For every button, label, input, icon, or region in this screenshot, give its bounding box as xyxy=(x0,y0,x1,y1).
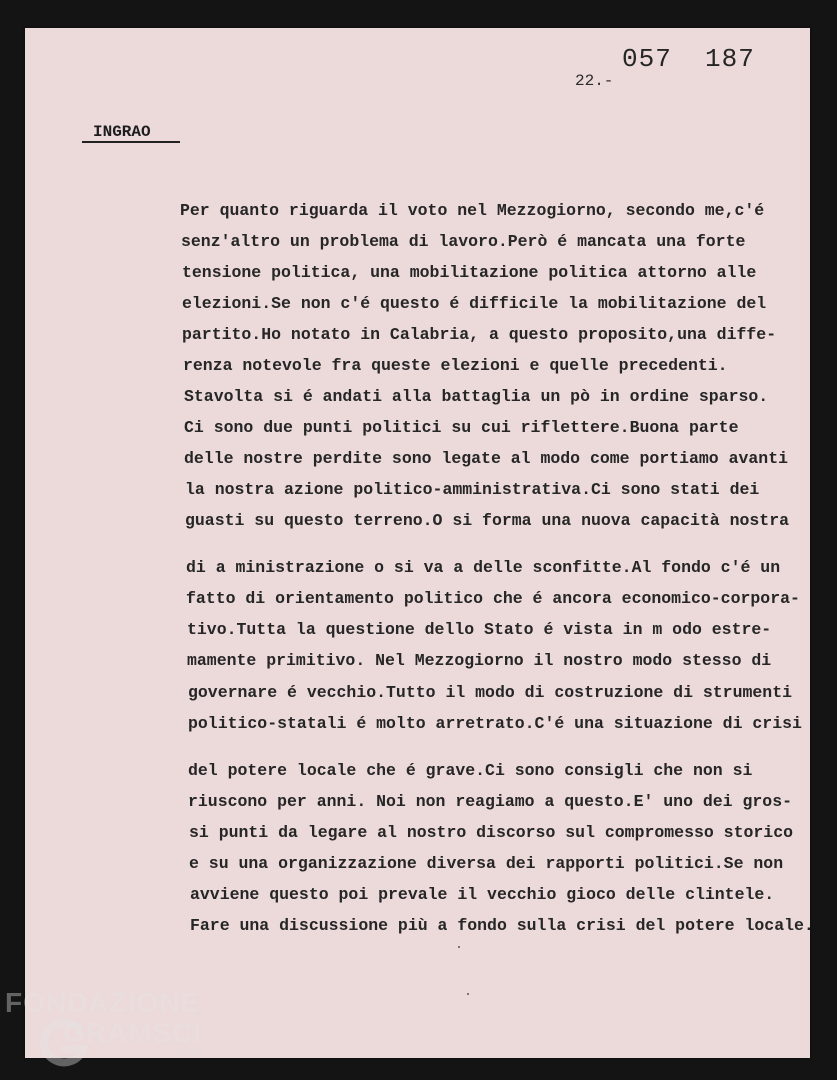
page-number: 22.- xyxy=(575,72,614,90)
text-line: riuscono per anni. Noi non reagiamo a questo.E' uno dei gros- xyxy=(188,792,792,811)
text-line: tivo.Tutta la questione dello Stato é vista in m odo estre- xyxy=(187,620,772,639)
text-line: guasti su questo terreno.O si forma una nuova capacità nostra xyxy=(185,511,789,530)
text-line: Ci sono due punti politici su cui riflettere.Buona parte xyxy=(184,418,739,437)
text-line: tensione politica, una mobilitazione politica attorno alle xyxy=(182,263,757,282)
ink-speck xyxy=(458,946,460,948)
text-line: Stavolta si é andati alla battaglia un pò in ordine sparso. xyxy=(184,387,769,406)
text-line: fatto di orientamento politico che é ancora economico-corpora- xyxy=(186,589,800,608)
text-line: Fare una discussione più a fondo sulla crisi del potere locale. xyxy=(190,916,814,935)
text-line: delle nostre perdite sono legate al modo come portiamo avanti xyxy=(184,449,788,468)
text-line: mamente primitivo. Nel Mezzogiorno il nostro modo stesso di xyxy=(187,651,772,670)
text-line: la nostra azione politico-amministrativa.Ci sono stati dei xyxy=(185,480,760,499)
text-line: di a ministrazione o si va a delle sconfitte.Al fondo c'é un xyxy=(186,558,781,577)
text-line: e su una organizzazione diversa dei rapporti politici.Se non xyxy=(189,854,784,873)
text-line: renza notevole fra queste elezioni e quelle precedenti. xyxy=(183,356,728,375)
text-line: elezioni.Se non c'é questo é difficile la mobilitazione del xyxy=(182,294,767,313)
watermark-line2: GRAMSCI xyxy=(63,1017,203,1048)
text-line: avviene questo poi prevale il vecchio gioco delle clintele. xyxy=(190,885,775,904)
watermark-line1: FONDAZIONE xyxy=(5,987,201,1018)
text-line: partito.Ho notato in Calabria, a questo proposito,una diffe- xyxy=(182,325,777,344)
archive-number: 057 187 xyxy=(622,44,755,74)
text-line: politico-statali é molto arretrato.C'é una situazione di crisi xyxy=(188,714,802,733)
text-line: senz'altro un problema di lavoro.Però é mancata una forte xyxy=(181,232,746,251)
text-line: si punti da legare al nostro discorso sul compromesso storico xyxy=(189,823,793,842)
fondazione-gramsci-watermark xyxy=(5,987,225,1067)
ink-speck xyxy=(467,993,469,995)
speaker-underline xyxy=(82,141,180,143)
text-line: Per quanto riguarda il voto nel Mezzogiorno, secondo me,c'é xyxy=(180,201,765,220)
speaker-heading: INGRAO xyxy=(93,123,151,141)
text-line: del potere locale che é grave.Ci sono consigli che non si xyxy=(188,761,753,780)
watermark-suffix: onlus xyxy=(177,1047,204,1059)
text-line: governare é vecchio.Tutto il modo di costruzione di strumenti xyxy=(188,683,792,702)
